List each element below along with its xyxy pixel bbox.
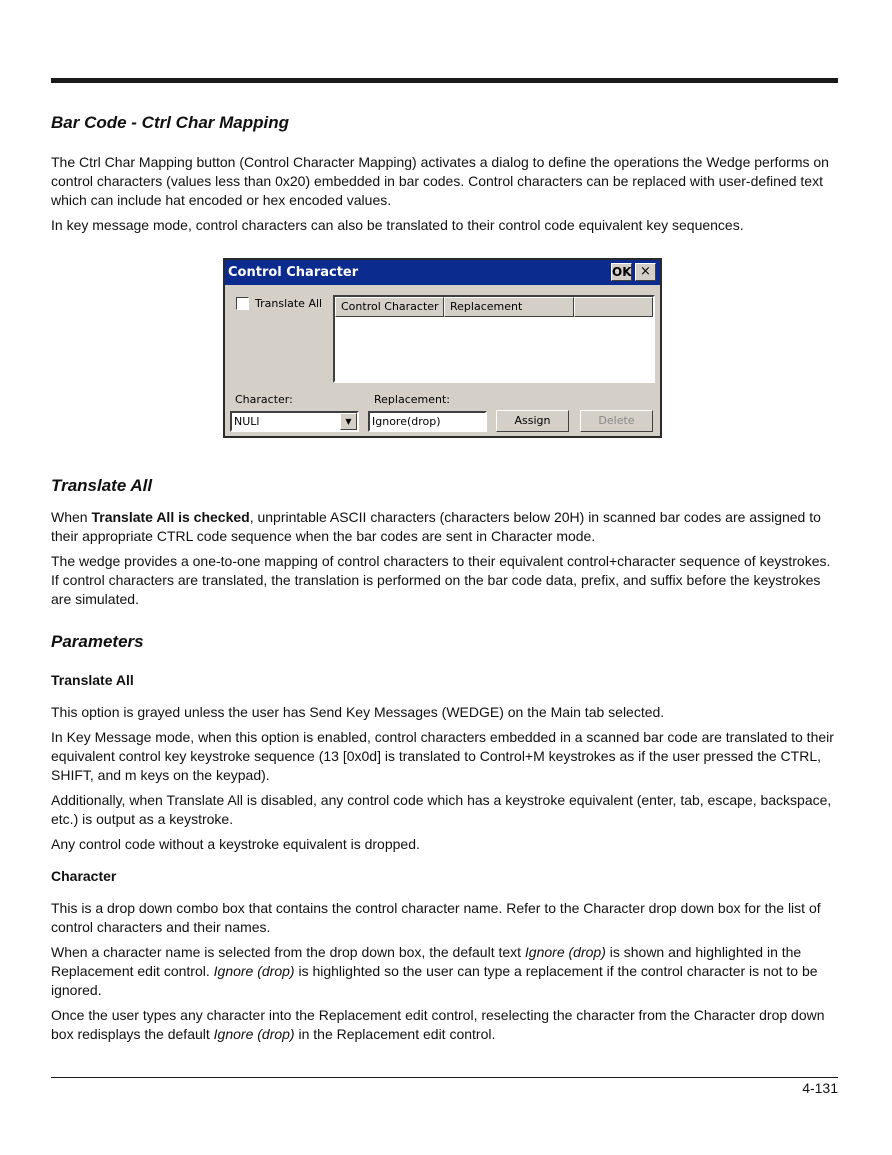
paragraph: Additionally, when Translate All is disabled, any control code which has a keystroke equivalent (enter, tab, escape, backspace, etc.) is output as a keystroke. xyxy=(51,792,832,827)
close-icon[interactable]: × xyxy=(635,263,656,281)
subheading-character: Character xyxy=(51,868,117,884)
header-rule xyxy=(51,78,838,83)
delete-button[interactable]: Delete xyxy=(580,410,653,432)
paragraph xyxy=(51,508,838,546)
paragraph xyxy=(51,1006,838,1044)
translate-all-checkbox[interactable] xyxy=(236,297,249,310)
character-label: Character: xyxy=(235,393,293,406)
section-heading-translate-all: Translate All xyxy=(51,476,153,495)
ok-button[interactable]: OK xyxy=(612,265,632,279)
italic-text: Ignore (drop) xyxy=(213,963,295,979)
column-header-control-character[interactable]: Control Character xyxy=(335,297,444,317)
character-combo[interactable] xyxy=(230,411,359,432)
text-run: When xyxy=(51,509,92,525)
control-character-dialog xyxy=(223,258,662,438)
section-heading-parameters: Parameters xyxy=(51,632,144,651)
paragraph: In key message mode, control characters can also be translated to their control code equivalent key sequences. xyxy=(51,217,744,233)
mapping-list[interactable] xyxy=(333,295,655,383)
page-number: 4-131 xyxy=(802,1080,838,1096)
text-run: is highlighted so the user can type a replacement if the control character is not to be ignored. xyxy=(51,963,818,998)
section-heading-ctrl-char-mapping: Bar Code - Ctrl Char Mapping xyxy=(51,113,290,132)
subheading-translate-all: Translate All xyxy=(51,672,134,688)
dialog-title: Control Character xyxy=(228,265,359,280)
translate-all-label: Translate All xyxy=(255,297,323,310)
replacement-label: Replacement: xyxy=(374,393,450,406)
paragraph: The wedge provides a one-to-one mapping of control characters to their equivalent control+character sequence of keystrokes. If control characters are translated, the translation is performed on the bar code data, prefix, and suffix before the keystrokes are simulated. xyxy=(51,553,831,607)
dialog-figure xyxy=(51,235,838,475)
text-run: in the Replacement edit control. xyxy=(294,1026,496,1042)
italic-text: Ignore (drop) xyxy=(524,944,606,960)
dialog-title-bar xyxy=(225,260,660,285)
bold-text: Translate All is checked xyxy=(91,509,250,525)
text-run: When a character name is selected from the drop down box, the default text xyxy=(51,944,525,960)
footer-rule xyxy=(51,1077,838,1078)
chevron-down-icon[interactable]: ▼ xyxy=(340,413,357,430)
italic-text: Ignore (drop) xyxy=(213,1026,295,1042)
paragraph: The Ctrl Char Mapping button (Control Character Mapping) activates a dialog to define the operations the Wedge performs on control characters (values less than 0x20) embedded in bar codes. Control characters can be replaced with user-defined text which can include hat encoded or hex encoded values. xyxy=(51,154,829,208)
replacement-input[interactable] xyxy=(368,411,487,432)
character-value: NULl xyxy=(234,415,260,428)
paragraph xyxy=(51,943,838,1000)
page-content xyxy=(51,112,838,1044)
column-header-empty[interactable] xyxy=(574,297,653,317)
paragraph: This is a drop down combo box that contains the control character name. Refer to the Character drop down box for the list of control characters and their names. xyxy=(51,900,821,935)
text-run: Once the user types any character into the Replacement edit control, reselecting the character from the Character drop down box redisplays the default xyxy=(51,1007,825,1042)
paragraph: Any control code without a keystroke equivalent is dropped. xyxy=(51,836,420,852)
column-header-replacement[interactable]: Replacement xyxy=(444,297,574,317)
assign-button[interactable]: Assign xyxy=(496,410,569,432)
paragraph: In Key Message mode, when this option is enabled, control characters embedded in a scanned bar code are translated to their equivalent control key keystroke sequence (13 [0x0d] is translated to Control+M keystrokes as if the user pressed the CTRL, SHIFT, and m keys on the keypad). xyxy=(51,729,834,783)
paragraph: This option is grayed unless the user has Send Key Messages (WEDGE) on the Main tab selected. xyxy=(51,704,665,720)
replacement-value: Ignore(drop) xyxy=(372,415,441,428)
text-run: , unprintable ASCII characters (characters below 20H) in scanned bar codes are assigned to their appropriate CTRL code sequence when the bar codes are sent in Character mode. xyxy=(51,509,821,544)
text-run: is shown and highlighted in the Replacement edit control. xyxy=(51,944,802,979)
